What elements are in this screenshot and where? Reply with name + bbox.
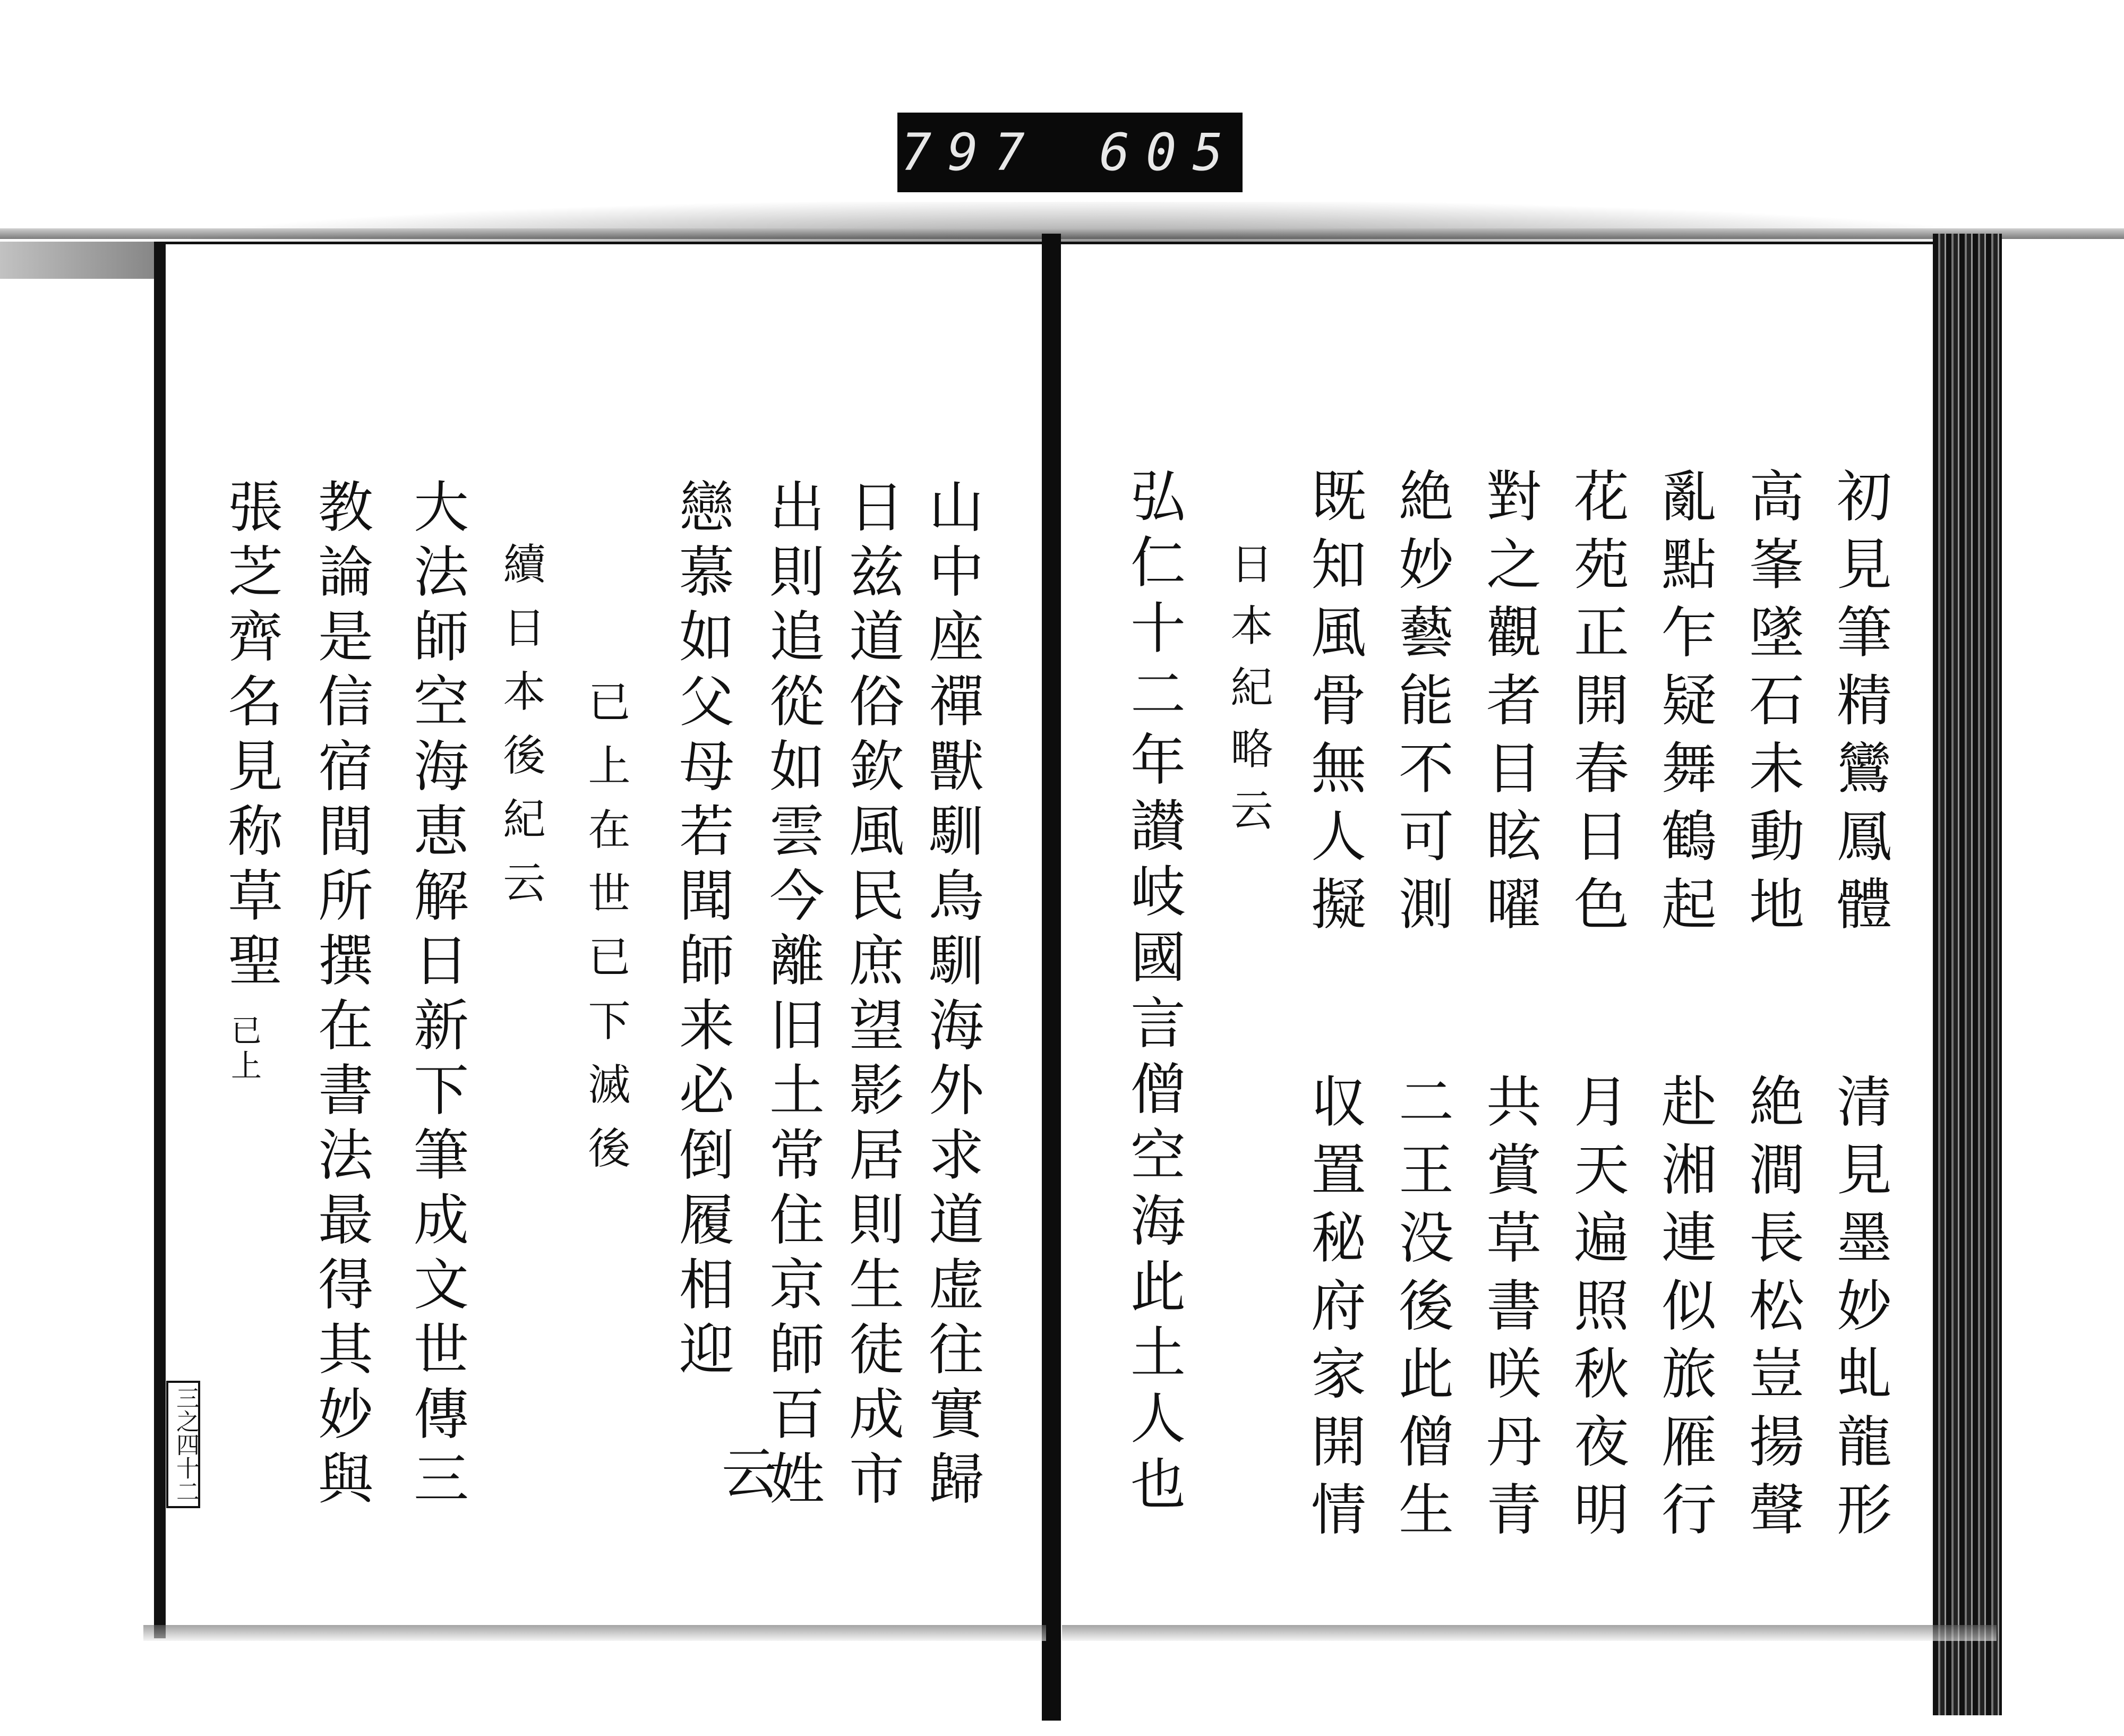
text-column: 絶澗長松豈揚聲	[1740, 1073, 1804, 1549]
text-column: 山中座禪獸馴鳥馴海外求道虚往實歸	[919, 478, 984, 1515]
section-heading: 日本紀略云	[1223, 542, 1273, 850]
frame-number-right: 605	[1099, 123, 1239, 182]
text-column: 日兹道俗欽風民庶望影居則生徒成市	[840, 478, 904, 1515]
note-mark: 已上	[226, 1014, 262, 1084]
text-column: 對之觀者目眩曜	[1477, 467, 1541, 943]
text-column: 張芝齊名見称草聖	[218, 478, 283, 996]
microfilm-frame-label	[897, 113, 1243, 192]
scan-edge-top	[0, 228, 2124, 239]
folio-label: 三之四十二	[166, 1381, 200, 1508]
text-column: 初見筆精鸞鳳體	[1827, 467, 1892, 943]
text-column: 花苑正開春日色	[1564, 467, 1629, 943]
text-column: 戀慕如父母若聞師来必倒履相迎	[670, 478, 734, 1385]
text-column: 大法師空海恵解日新下筆成文世傳三	[404, 478, 469, 1515]
note-mark: 云	[712, 1444, 777, 1512]
text-column: 赴湘連似旅雁行	[1652, 1073, 1717, 1549]
page-bottom-right	[1062, 1625, 1997, 1641]
text-column: 月天遍照秋夜明	[1564, 1073, 1629, 1549]
scan-edge-left	[0, 242, 159, 279]
text-column: 清見墨妙虬龍形	[1827, 1073, 1892, 1549]
text-column: 亂點乍疑舞鶴起	[1652, 467, 1717, 943]
text-column: 収置秘府家開情	[1301, 1073, 1366, 1549]
text-column: 已上在世已下滅後	[581, 680, 630, 1190]
text-column: 共賞草書咲丹青	[1477, 1073, 1541, 1549]
text-column: 絶妙藝能不可測	[1389, 467, 1454, 943]
text-column: 出則追從如雲今離旧土常住京師百姓	[760, 478, 825, 1515]
frame-number-left: 797	[901, 123, 1041, 182]
page-edges	[1933, 234, 2002, 1715]
text-column: 高峯墜石未動地	[1740, 467, 1804, 943]
book-gutter	[1042, 234, 1061, 1721]
text-column: 弘仁十二年讃岐國言僧空海此土人也	[1121, 467, 1186, 1521]
text-column: 既知風骨無人擬	[1301, 467, 1366, 943]
page-bottom-left	[143, 1625, 1046, 1641]
text-column: 教論是信宿間所撰在書法最得其妙與	[309, 478, 373, 1515]
section-heading: 續日本後紀云	[496, 542, 545, 924]
text-column: 二王没後此僧生	[1389, 1073, 1454, 1549]
